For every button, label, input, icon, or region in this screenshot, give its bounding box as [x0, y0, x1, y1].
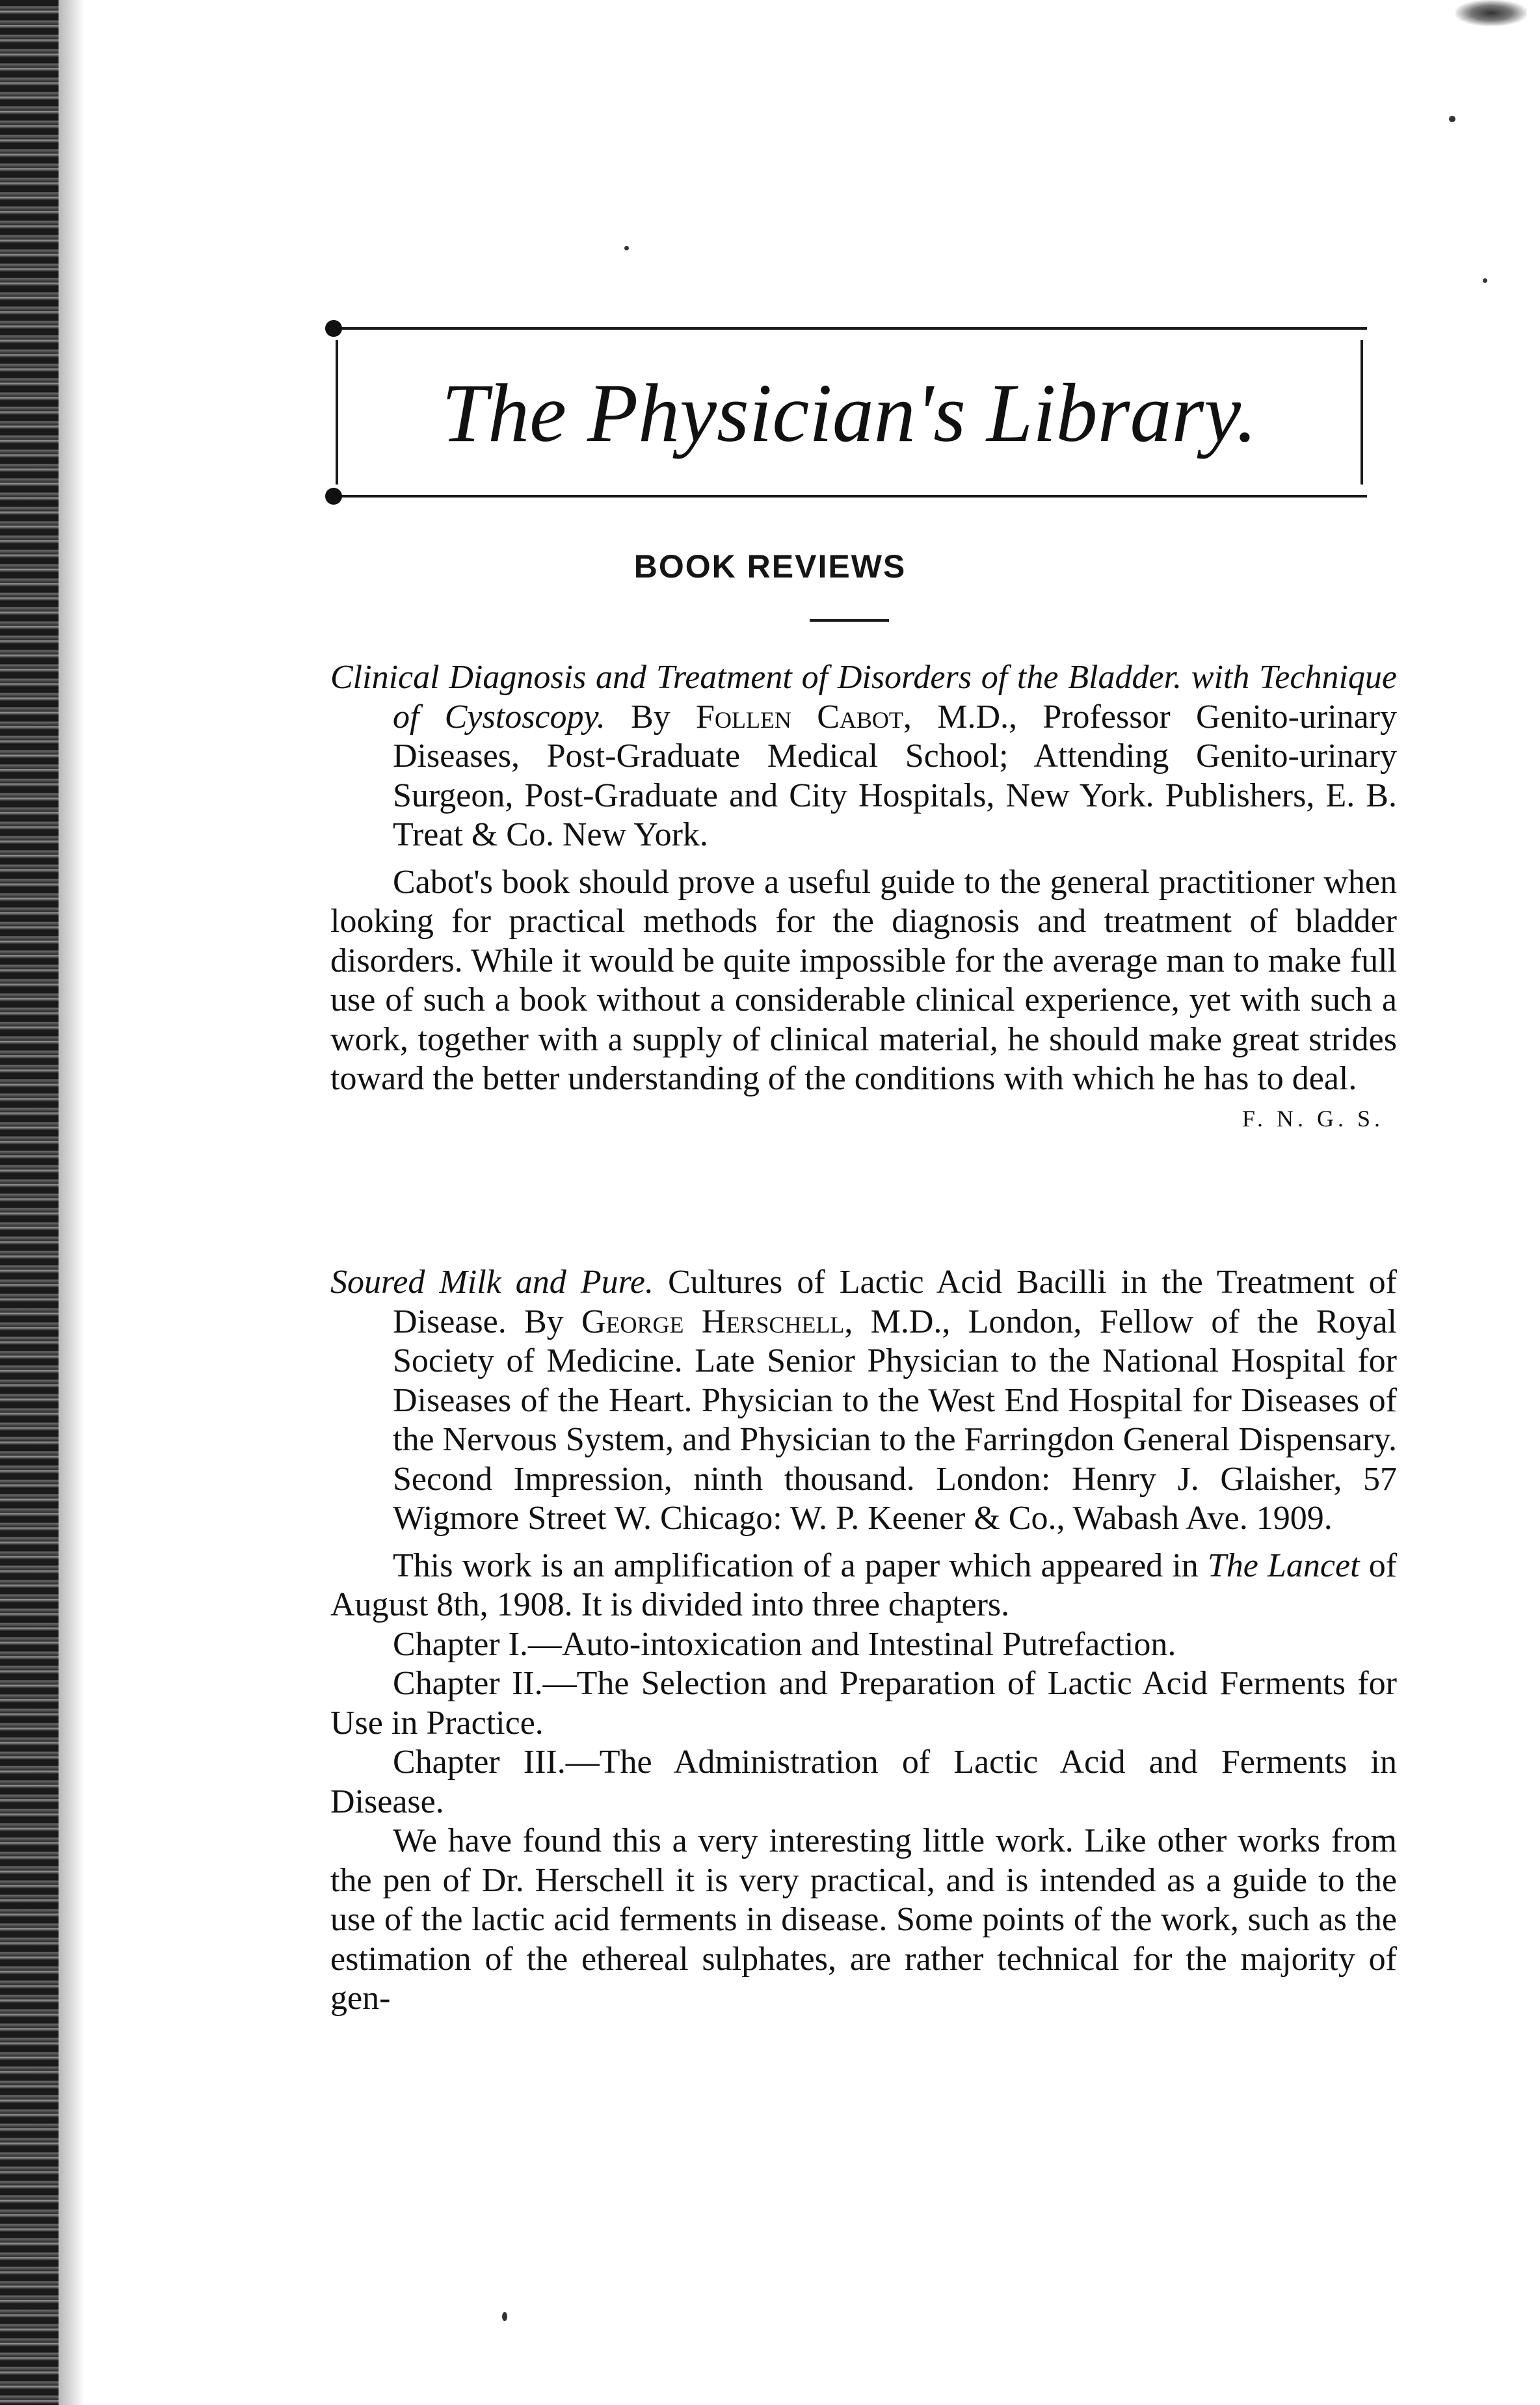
review-1-by: By [631, 698, 670, 736]
review-1-body [330, 863, 1397, 1132]
library-header-frame [332, 327, 1367, 498]
print-speck [1483, 278, 1487, 283]
review-2-journal: The Lancet [1207, 1547, 1360, 1584]
review-2-citation [330, 1263, 1397, 1539]
review-2-intro-after: of August 8th, 1908. It is divided into three chapters. [330, 1547, 1398, 1623]
header-top-left-ornament [325, 320, 342, 337]
header-bottom-rule [332, 495, 1367, 498]
review-1-book-title: Clinical Diagnosis and Treatment of Disorders of the Bladder. with Technique of Cystoscopy. [330, 659, 1397, 736]
review-2-author: George Herschell, [581, 1303, 853, 1340]
review-2-intro-before: This work is an amplification of a paper which appeared in [393, 1547, 1199, 1584]
print-speck [502, 2312, 507, 2321]
header-top-rule [332, 327, 1367, 330]
section-divider [810, 619, 889, 622]
review-2-book-title: Soured Milk and Pure. [330, 1264, 654, 1301]
chapter-1: Chapter I.—Auto-intoxication and Intestinal Putrefaction. [393, 1625, 1176, 1663]
review-1-author: Follen Cabot, [696, 698, 912, 736]
review-2-intro [330, 1547, 1397, 1625]
review-2-citation-part1: Cultures of Lactic Acid Bacilli in the Treatment of Disease. By [393, 1264, 1398, 1340]
review-1 [330, 658, 1397, 1138]
chapter-3: Chapter III.—The Administration of Lactic Acid and Ferments in Disease. [330, 1744, 1397, 1820]
header-bottom-left-ornament [325, 488, 342, 505]
library-title: The Physician's Library. [441, 367, 1258, 459]
review-1-signature: F. N. G. S. [1241, 1105, 1384, 1132]
page-gutter-fade [59, 0, 85, 2405]
review-2 [330, 1263, 1397, 2019]
review-1-citation [330, 658, 1397, 855]
chapter-2: Chapter II.—The Selection and Preparation of Lactic Acid Ferments for Use in Practice. [330, 1665, 1397, 1742]
print-speck [1449, 116, 1455, 122]
review-1-body-text: Cabot's book should prove a useful guide to the general practitioner when looking for practical methods for the diagnosis and treatment of bladder disorders. While it would be quite impossible for the average man to make full use of such a book without a considerable clinical experience, yet with such a work, together with a supply of clinical material, he should make great strides toward the better understanding of the conditions with which he has to deal. [330, 863, 1397, 1097]
page-spine-shadow [0, 0, 59, 2405]
print-speck [624, 246, 629, 250]
review-2-citation-part2: M.D., London, Fellow of the Royal Society of Medicine. Late Senior Physician to the National Hospital for Diseases of the Heart. Physician to the West End Hospital for Diseases of the Nervous System, and Physician to the Farringdon General Dispensary. Second Impression, ninth thousand. London: Henry J. Glaisher, 57 Wigmore Street W. Chicago: W. P. Keener & Co., Wabash Ave. 1909. [393, 1303, 1398, 1537]
corner-smudge [1455, 0, 1527, 26]
review-2-body: We have found this a very interesting little work. Like other works from the pen of Dr. Herschell it is very practical, and is intended as a guide to the use of the lactic acid ferments in disease. Some points of the work, such as the estimation of the ethereal sulphates, are rather technical for the majority of gen- [330, 1822, 1397, 2017]
section-title: BOOK REVIEWS [633, 548, 907, 585]
review-1-citation-rest: M.D., Professor Genito-urinary Diseases, Post-Graduate Medical School; Attending Genito-urinary Surgeon, Post-Graduate and City Hospitals, New York. Publishers, E. B. Treat & Co. New York. [393, 698, 1398, 853]
